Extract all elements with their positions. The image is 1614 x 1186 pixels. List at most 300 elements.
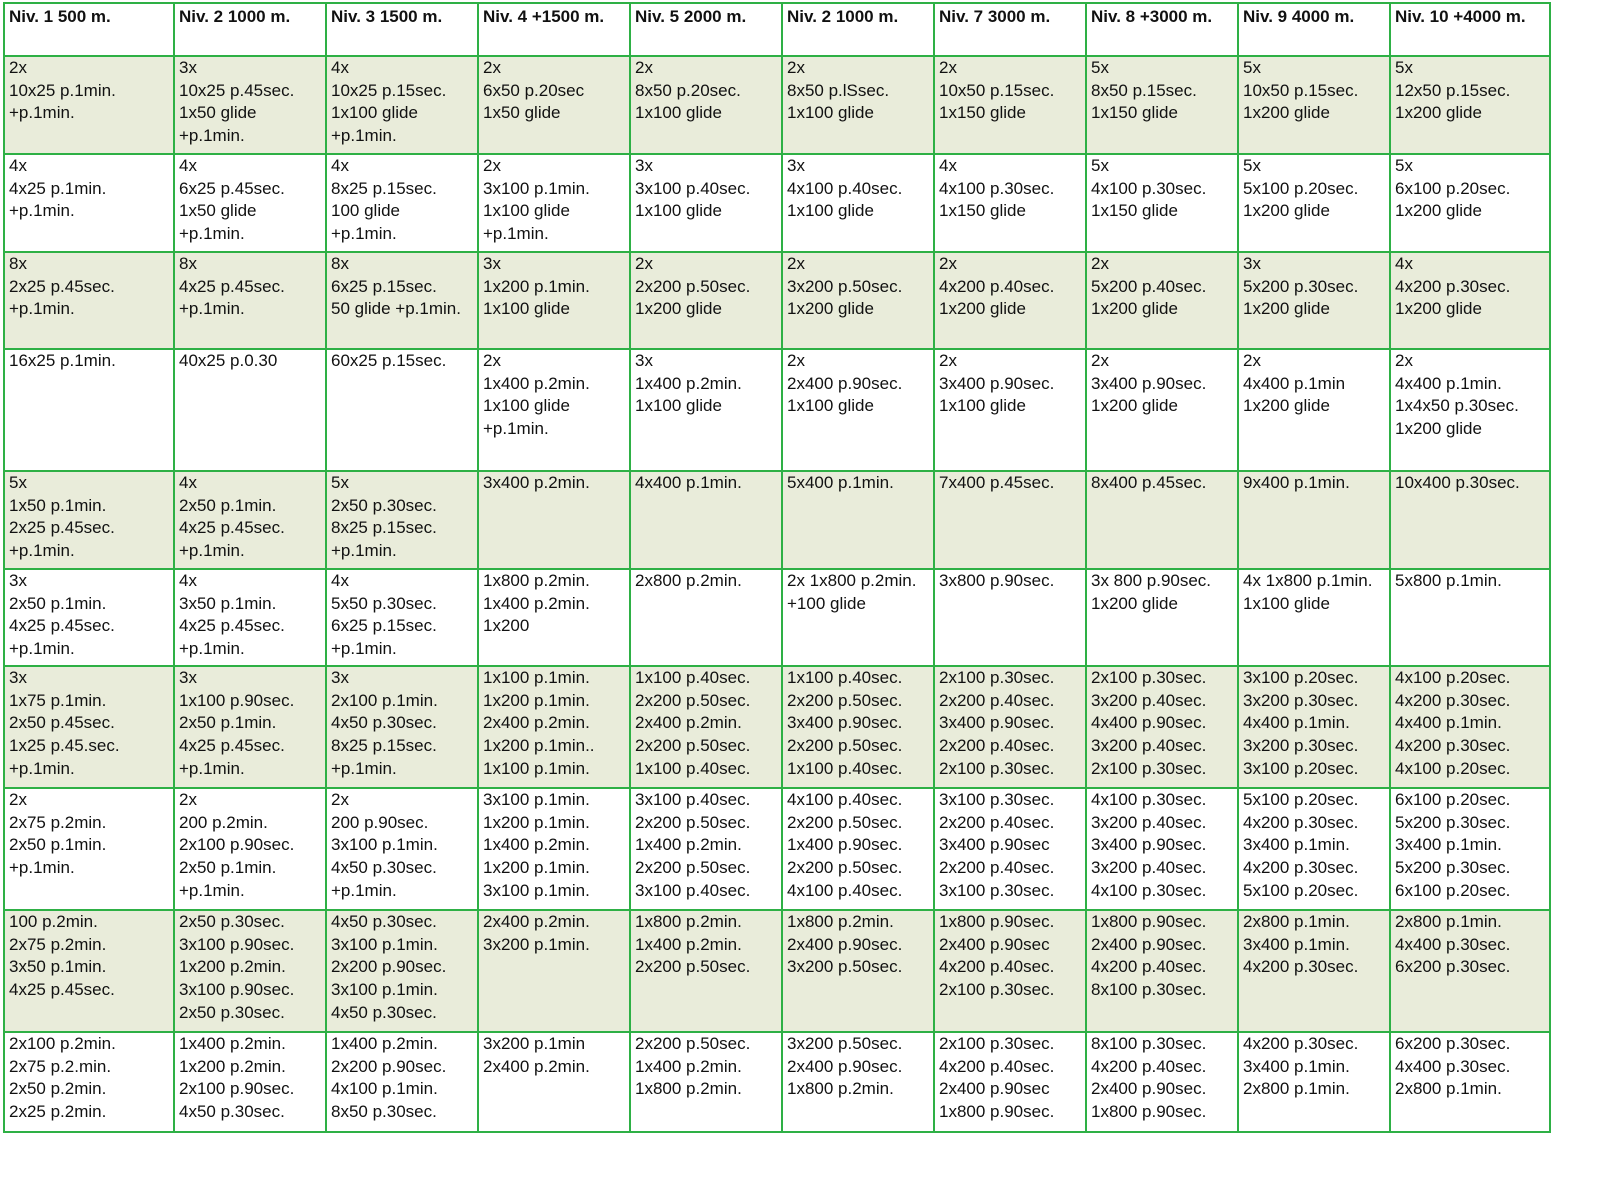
cell-line: 3x400 p.90sec. — [787, 713, 903, 733]
cell-line: 5x100 p.20sec. — [1243, 178, 1359, 198]
table-row — [4, 910, 1550, 1032]
cell-line: 2x200 p.50sec. — [787, 858, 903, 878]
table-cell — [326, 349, 478, 471]
table-cell — [1238, 252, 1390, 349]
cell-line: 3x50 p.1min. — [179, 593, 277, 613]
table-cell — [1238, 56, 1390, 154]
table-cell — [1086, 349, 1238, 471]
level-5-header: Niv. 5 2000 m. — [630, 3, 782, 56]
cell-line: 1x100 glide — [939, 396, 1026, 416]
cell-line: 6x25 p.45sec. — [179, 178, 285, 198]
cell-line: 3x100 p.90sec. — [179, 934, 295, 954]
cell-line: 4x400 p.1min. — [1395, 373, 1502, 393]
table-cell — [630, 252, 782, 349]
cell-line: 2x200 p.50sec. — [635, 690, 751, 710]
cell-line: 5x200 p.30sec. — [1395, 812, 1511, 832]
table-cell — [174, 910, 326, 1032]
table-cell — [478, 471, 630, 569]
cell-line: 3x — [787, 156, 805, 175]
table-cell — [1238, 788, 1390, 910]
cell-line: 2x400 p.90sec — [939, 934, 1050, 954]
cell-line: 4x100 p.20sec. — [1395, 758, 1511, 778]
table-cell — [478, 788, 630, 910]
table-cell — [4, 788, 174, 910]
cell-line: 1x800 p.90sec. — [939, 912, 1055, 931]
cell-line: 1x400 p.2min. — [635, 934, 742, 954]
table-cell — [1390, 788, 1550, 910]
table-cell — [478, 569, 630, 666]
cell-line: 4x400 p.1min. — [1395, 713, 1502, 733]
cell-line: 2x400 p.90sec. — [787, 373, 903, 393]
cell-line: 3x200 p.40sec. — [1091, 690, 1207, 710]
cell-line: 2x200 p.50sec. — [635, 858, 751, 878]
table-cell — [1390, 56, 1550, 154]
cell-line: 5x200 p.30sec. — [1395, 858, 1511, 878]
cell-line: 6x200 p.30sec. — [1395, 1034, 1511, 1053]
cell-line: 1x4x50 p.30sec. — [1395, 396, 1519, 416]
cell-line: 4x100 p.40sec. — [787, 178, 903, 198]
cell-line: 1x200 p.1min.. — [483, 736, 595, 756]
cell-line: 2x400 p.90sec. — [787, 934, 903, 954]
cell-line: 1x100 p.40sec. — [787, 668, 903, 687]
cell-line: 4x — [939, 156, 957, 175]
cell-line: 8x50 p.lSsec. — [787, 80, 890, 100]
cell-line: 200 p.90sec. — [331, 812, 429, 832]
cell-line: 2x800 p.1min. — [1243, 912, 1350, 931]
cell-line: 2x200 p.50sec. — [787, 812, 903, 832]
cell-line: 4x — [179, 473, 197, 492]
cell-line: 2x400 p.2min. — [483, 1056, 590, 1076]
table-cell — [934, 349, 1086, 471]
cell-line: 5x100 p.20sec. — [1243, 790, 1359, 809]
cell-line: 2x100 p.30sec. — [939, 668, 1055, 687]
cell-line: +p.1min. — [9, 639, 75, 659]
cell-line: 2x — [1091, 254, 1109, 273]
cell-line: 2x800 p.1min. — [1243, 1079, 1350, 1099]
table-cell — [1390, 252, 1550, 349]
cell-line: 2x — [635, 58, 653, 77]
table-cell — [4, 666, 174, 788]
cell-line: 1x150 glide — [939, 201, 1026, 221]
cell-line: 1x200 glide — [1243, 396, 1330, 416]
cell-line: 4x100 p.30sec. — [1091, 178, 1207, 198]
cell-line: 1x200 glide — [1395, 419, 1482, 439]
cell-line: 1x200 p.1min. — [483, 812, 590, 832]
table-cell — [326, 666, 478, 788]
cell-line: 6x100 p.20sec. — [1395, 880, 1511, 900]
cell-line: 3x — [179, 668, 197, 687]
cell-line: 2x200 p.40sec. — [939, 858, 1055, 878]
cell-line: 1x50 glide — [179, 201, 257, 221]
cell-line: 3x100 p.30sec. — [939, 880, 1055, 900]
table-cell — [1238, 349, 1390, 471]
table-cell — [934, 666, 1086, 788]
table-body — [4, 56, 1550, 1132]
cell-line: 4x50 p.30sec. — [331, 713, 437, 733]
cell-line: 6x100 p.20sec. — [1395, 790, 1511, 809]
cell-line: 2x50 p.2min. — [9, 1079, 107, 1099]
cell-line: 1x50 glide — [483, 103, 561, 123]
cell-line: 6x50 p.20sec — [483, 80, 585, 100]
table-cell — [782, 471, 934, 569]
cell-line: 4x100 p.30sec. — [1091, 790, 1207, 809]
cell-line: 5x200 p.40sec. — [1091, 276, 1207, 296]
cell-line: 3x200 p.30sec. — [1243, 690, 1359, 710]
cell-line: 100 glide — [331, 201, 401, 221]
cell-line: +p.1min. — [331, 880, 397, 900]
cell-line: 2x50 p.45sec. — [9, 713, 115, 733]
cell-line: 2x800 p.1min. — [1395, 1079, 1502, 1099]
cell-line: +p.1min. — [179, 126, 245, 146]
cell-line: 4x25 p.1min. — [9, 178, 107, 198]
cell-line: 2x50 p.1min. — [179, 713, 277, 733]
table-cell — [1086, 1032, 1238, 1132]
cell-line: 9x400 p.1min. — [1243, 473, 1350, 492]
cell-line: 3x50 p.1min. — [9, 957, 107, 977]
cell-line: 2x100 p.30sec. — [939, 980, 1055, 1000]
table-cell — [174, 56, 326, 154]
cell-line: 2x — [1395, 351, 1413, 370]
cell-line: +p.1min. — [331, 639, 397, 659]
cell-line: 3x400 p.1min. — [1243, 835, 1350, 855]
cell-line: 2x200 p.50sec. — [787, 690, 903, 710]
cell-line: 4x50 p.30sec. — [179, 1102, 285, 1122]
cell-line: 1x800 p.90sec. — [1091, 1102, 1207, 1122]
cell-line: 2x25 p.2min. — [9, 1102, 107, 1122]
cell-line: 1x75 p.1min. — [9, 690, 107, 710]
table-cell — [326, 56, 478, 154]
level-1-header: Niv. 1 500 m. — [4, 3, 174, 56]
cell-line: 2x50 p.1min. — [9, 593, 107, 613]
cell-line: +p.1min. — [483, 419, 549, 439]
cell-line: 3x100 p.30sec. — [939, 790, 1055, 809]
cell-line: 2x200 p.40sec. — [939, 736, 1055, 756]
cell-line: 4x25 p.45sec. — [179, 276, 285, 296]
cell-line: 8x25 p.15sec. — [331, 736, 437, 756]
cell-line: 2x25 p.45sec. — [9, 276, 115, 296]
cell-line: 4x400 p.30sec. — [1395, 1056, 1511, 1076]
cell-line: 2x — [1243, 351, 1261, 370]
table-cell — [1390, 471, 1550, 569]
cell-line: 1x50 p.1min. — [9, 495, 107, 515]
table-cell — [1238, 910, 1390, 1032]
cell-line: 10x400 p.30sec. — [1395, 473, 1520, 492]
cell-line: 2x100 p.30sec. — [1091, 758, 1207, 778]
cell-line: 4x25 p.45sec. — [179, 518, 285, 538]
cell-line: 4x400 p.1min — [1243, 373, 1346, 393]
cell-line: 1x200 p.2min. — [179, 1056, 286, 1076]
cell-line: 3x — [179, 58, 197, 77]
cell-line: 1x25 p.45.sec. — [9, 736, 120, 756]
table-cell — [4, 252, 174, 349]
cell-line: 3x — [1243, 254, 1261, 273]
cell-line: 3x100 p.1min. — [483, 178, 590, 198]
cell-line: 2x75 p.2.min. — [9, 1056, 112, 1076]
level-8-header: Niv. 8 +3000 m. — [1086, 3, 1238, 56]
table-cell — [934, 154, 1086, 252]
cell-line: +p.1min. — [9, 103, 75, 123]
cell-line: +p.1min. — [179, 758, 245, 778]
cell-line: 1x100 p.1min. — [483, 668, 590, 687]
level-6-header: Niv. 2 1000 m. — [782, 3, 934, 56]
cell-line: 1x400 p.2min. — [483, 593, 590, 613]
cell-line: 1x800 p.2min. — [483, 571, 590, 590]
cell-line: 2x800 p.2min. — [635, 571, 742, 590]
cell-line: 3x — [635, 156, 653, 175]
table-cell — [630, 910, 782, 1032]
cell-line: 2x50 p.30sec. — [331, 495, 437, 515]
cell-line: +p.1min. — [9, 201, 75, 221]
cell-line: 2x100 p.30sec. — [939, 758, 1055, 778]
cell-line: 4x100 p.40sec. — [787, 790, 903, 809]
cell-line: 4x100 p.30sec. — [939, 178, 1055, 198]
table-cell — [782, 349, 934, 471]
cell-line: 1x400 p.2min. — [483, 835, 590, 855]
table-cell — [782, 569, 934, 666]
table-cell — [1238, 569, 1390, 666]
table-cell — [630, 1032, 782, 1132]
table-row — [4, 788, 1550, 910]
cell-line: 3x — [483, 254, 501, 273]
cell-line: 2x — [331, 790, 349, 809]
cell-line: 1x400 p.2min. — [635, 835, 742, 855]
cell-line: 60x25 p.15sec. — [331, 351, 447, 370]
cell-line: 2x400 p.90sec. — [787, 1056, 903, 1076]
cell-line: 2x200 p.90sec. — [331, 957, 447, 977]
cell-line: 4x200 p.30sec. — [1243, 812, 1359, 832]
cell-line: 1x200 glide — [1091, 396, 1178, 416]
cell-line: 5x200 p.30sec. — [1243, 276, 1359, 296]
table-cell — [1390, 349, 1550, 471]
cell-line: 3x100 p.90sec. — [179, 980, 295, 1000]
cell-line: 2x50 p.1min. — [179, 495, 277, 515]
cell-line: 4x200 p.30sec. — [1395, 736, 1511, 756]
cell-line: +p.1min. — [483, 224, 549, 244]
cell-line: 2x100 p.90sec. — [179, 835, 295, 855]
table-cell — [326, 910, 478, 1032]
cell-line: 1x150 glide — [1091, 201, 1178, 221]
cell-line: 4x200 p.40sec. — [939, 957, 1055, 977]
cell-line: 1x200 glide — [939, 299, 1026, 319]
cell-line: 1x200 p.2min. — [179, 957, 286, 977]
table-cell — [934, 910, 1086, 1032]
cell-line: 8x50 p.20sec. — [635, 80, 741, 100]
cell-line: 3x400 p.90sec — [939, 835, 1050, 855]
cell-line: 2x50 p.30sec. — [179, 912, 285, 931]
cell-line: 5x — [1395, 156, 1413, 175]
cell-line: 1x200 glide — [635, 299, 722, 319]
table-cell — [1086, 910, 1238, 1032]
cell-line: +p.1min. — [9, 299, 75, 319]
cell-line: 4x200 p.30sec. — [1395, 690, 1511, 710]
cell-line: 10x50 p.15sec. — [1243, 80, 1359, 100]
table-cell — [630, 349, 782, 471]
table-row — [4, 154, 1550, 252]
cell-line: 4x50 p.30sec. — [331, 1002, 437, 1022]
cell-line: 5x100 p.20sec. — [1243, 880, 1359, 900]
table-cell — [782, 666, 934, 788]
cell-line: 1x800 p.2min. — [787, 1079, 894, 1099]
cell-line: 2x200 p.40sec. — [939, 690, 1055, 710]
cell-line: 4x100 p.40sec. — [787, 880, 903, 900]
cell-line: 2x200 p.50sec. — [635, 736, 751, 756]
cell-line: 4x — [331, 571, 349, 590]
table-cell — [934, 788, 1086, 910]
level-3-header: Niv. 3 1500 m. — [326, 3, 478, 56]
cell-line: 1x200 glide — [1395, 299, 1482, 319]
cell-line: 3x400 p.1min. — [1395, 835, 1502, 855]
cell-line: 6x100 p.20sec. — [1395, 178, 1511, 198]
table-cell — [4, 910, 174, 1032]
cell-line: 4x200 p.40sec. — [939, 276, 1055, 296]
cell-line: 1x200 glide — [1243, 299, 1330, 319]
cell-line: 50 glide +p.1min. — [331, 299, 461, 319]
cell-line: 1x100 p.40sec. — [635, 758, 751, 778]
table-cell — [1238, 666, 1390, 788]
cell-line: 1x800 p.2min. — [787, 912, 894, 931]
cell-line: 1x150 glide — [939, 103, 1026, 123]
cell-line: 2x100 p.2min. — [9, 1034, 116, 1053]
cell-line: 4x — [9, 156, 27, 175]
cell-line: 2x — [787, 58, 805, 77]
table-cell — [630, 56, 782, 154]
table-cell — [478, 666, 630, 788]
cell-line: 1x400 p.90sec. — [787, 835, 903, 855]
cell-line: 4x25 p.45sec. — [179, 616, 285, 636]
table-cell — [478, 910, 630, 1032]
cell-line: 5x — [331, 473, 349, 492]
cell-line: 8x100 p.30sec. — [1091, 1034, 1207, 1053]
cell-line: 1x400 p.2min. — [331, 1034, 438, 1053]
cell-line: 1x100 glide — [1243, 593, 1330, 613]
cell-line: 1x200 glide — [1395, 103, 1482, 123]
cell-line: 2x200 p.50sec. — [635, 1034, 751, 1053]
table-cell — [782, 788, 934, 910]
level-4-header: Niv. 4 +1500 m. — [478, 3, 630, 56]
cell-line: 2x100 p.90sec. — [179, 1079, 295, 1099]
cell-line: 4x400 p.1min. — [1243, 713, 1350, 733]
table-cell — [782, 910, 934, 1032]
cell-line: 2x100 p.30sec. — [939, 1034, 1055, 1053]
cell-line: 1x200 glide — [1395, 201, 1482, 221]
cell-line: 2x200 p.50sec. — [635, 276, 751, 296]
table-cell — [1238, 471, 1390, 569]
cell-line: 2x25 p.45sec. — [9, 518, 115, 538]
cell-line: 8x25 p.15sec. — [331, 518, 437, 538]
table-cell — [1086, 666, 1238, 788]
cell-line: 1x800 p.90sec. — [1091, 912, 1207, 931]
cell-line: 1x100 p.90sec. — [179, 690, 295, 710]
table-cell — [478, 1032, 630, 1132]
cell-line: 8x100 p.30sec. — [1091, 980, 1207, 1000]
cell-line: 2x400 p.90sec. — [1091, 1079, 1207, 1099]
table-cell — [934, 252, 1086, 349]
cell-line: 4x50 p.30sec. — [331, 912, 437, 931]
cell-line: 4x25 p.45sec. — [9, 980, 115, 1000]
table-cell — [174, 569, 326, 666]
cell-line: 3x100 p.1min. — [331, 835, 438, 855]
cell-line: +p.1min. — [179, 299, 245, 319]
cell-line: 5x — [9, 473, 27, 492]
cell-line: 3x200 p.50sec. — [787, 957, 903, 977]
cell-line: 4x — [179, 571, 197, 590]
cell-line: 1x200 glide — [1243, 103, 1330, 123]
cell-line: 4x400 p.1min. — [635, 473, 742, 492]
cell-line: 1x400 p.2min. — [483, 373, 590, 393]
cell-line: 3x100 p.20sec. — [1243, 668, 1359, 687]
cell-line: 3x200 p.30sec. — [1243, 736, 1359, 756]
cell-line: 1x800 p.2min. — [635, 912, 742, 931]
table-cell — [4, 349, 174, 471]
cell-line: 3x400 p.90sec. — [1091, 373, 1207, 393]
cell-line: 1x400 p.2min. — [179, 1034, 286, 1053]
table-cell — [1390, 154, 1550, 252]
cell-line: 2x100 p.1min. — [331, 690, 438, 710]
table-cell — [1390, 666, 1550, 788]
cell-line: 3x400 p.1min. — [1243, 934, 1350, 954]
cell-line: 6x25 p.15sec. — [331, 276, 437, 296]
table-cell — [4, 569, 174, 666]
cell-line: 4x25 p.45sec. — [179, 736, 285, 756]
cell-line: 3x400 p.2min. — [483, 473, 590, 492]
level-10-header: Niv. 10 +4000 m. — [1390, 3, 1550, 56]
cell-line: 1x100 glide — [331, 103, 418, 123]
cell-line: 3x100 p.40sec. — [635, 790, 751, 809]
cell-line: 7x400 p.45sec. — [939, 473, 1055, 492]
table-cell — [326, 252, 478, 349]
cell-line: 3x 800 p.90sec. — [1091, 571, 1212, 590]
cell-line: +p.1min. — [179, 639, 245, 659]
cell-line: +p.1min. — [179, 224, 245, 244]
table-cell — [4, 1032, 174, 1132]
table-cell — [174, 1032, 326, 1132]
table-cell — [1390, 1032, 1550, 1132]
cell-line: 2x400 p.90sec — [939, 1079, 1050, 1099]
cell-line: 1x100 glide — [787, 103, 874, 123]
cell-line: 2x800 p.1min. — [1395, 912, 1502, 931]
table-cell — [4, 471, 174, 569]
cell-line: 4x — [331, 58, 349, 77]
cell-line: 2x400 p.2min. — [483, 713, 590, 733]
cell-line: 1x400 p.2min. — [635, 1056, 742, 1076]
table-cell — [478, 154, 630, 252]
cell-line: 16x25 p.1min. — [9, 351, 116, 370]
cell-line: 2x — [787, 254, 805, 273]
cell-line: 4x25 p.45sec. — [9, 616, 115, 636]
table-cell — [478, 252, 630, 349]
cell-line: 1x800 p.90sec. — [939, 1102, 1055, 1122]
training-table — [3, 2, 1551, 1133]
cell-line: 4x100 p.1min. — [331, 1079, 438, 1099]
level-2-header: Niv. 2 1000 m. — [174, 3, 326, 56]
cell-line: 10x50 p.15sec. — [939, 80, 1055, 100]
cell-line: 1x100 glide — [787, 201, 874, 221]
table-cell — [326, 788, 478, 910]
cell-line: 2x50 p.1min. — [179, 858, 277, 878]
table-cell — [326, 154, 478, 252]
cell-line: +p.1min. — [331, 224, 397, 244]
cell-line: 3x400 p.1min. — [1243, 1056, 1350, 1076]
table-cell — [174, 252, 326, 349]
table-cell — [174, 349, 326, 471]
cell-line: 200 p.2min. — [179, 812, 268, 832]
table-cell — [326, 569, 478, 666]
cell-line: 5x — [1091, 58, 1109, 77]
cell-line: 3x — [331, 668, 349, 687]
table-cell — [1238, 1032, 1390, 1132]
cell-line: 2x — [179, 790, 197, 809]
cell-line: 2x400 p.90sec. — [1091, 934, 1207, 954]
